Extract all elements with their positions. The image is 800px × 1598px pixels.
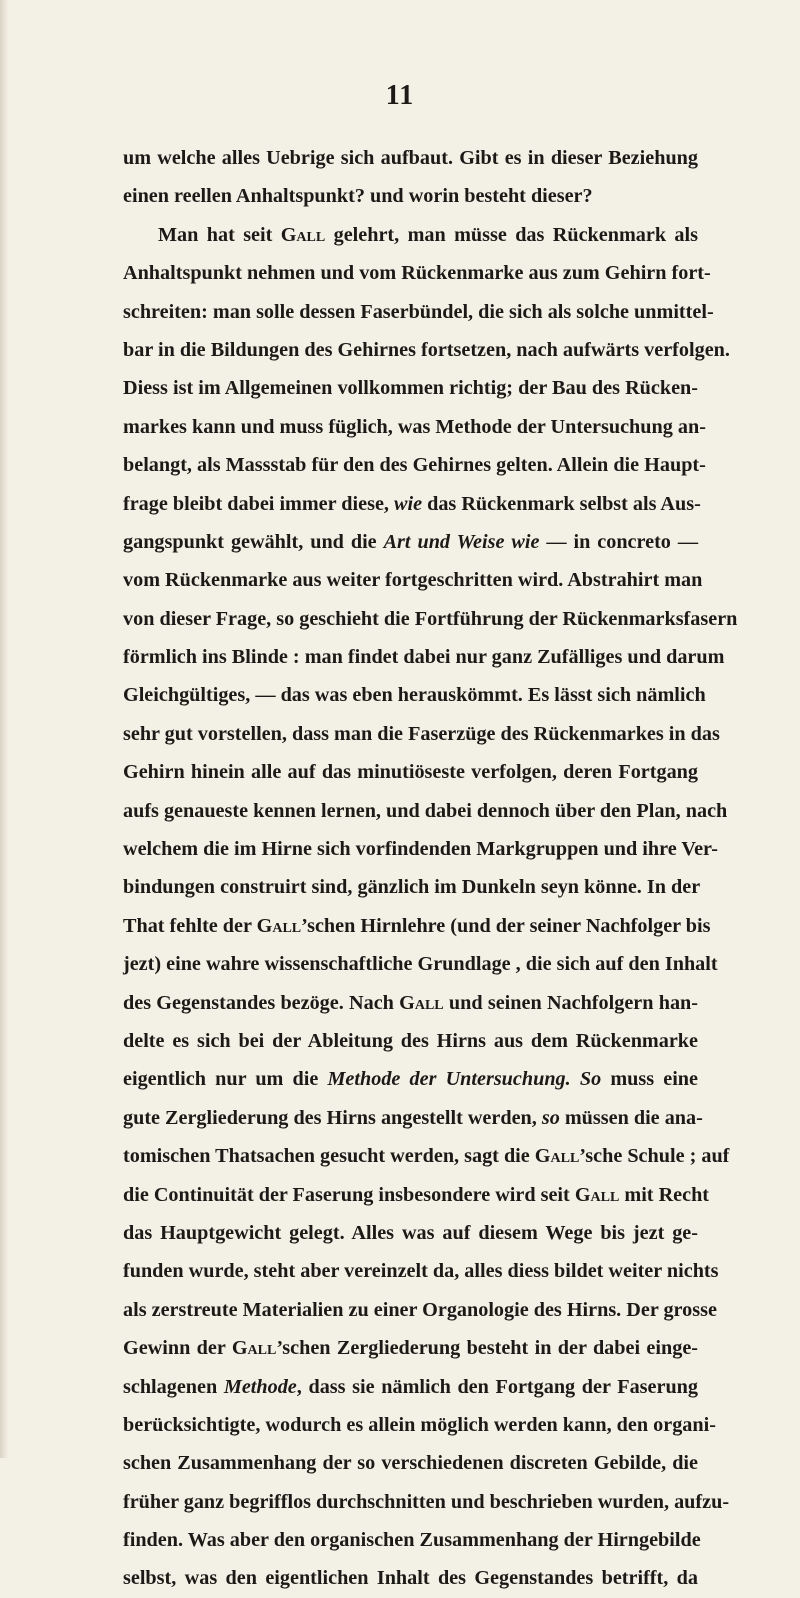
- body-text: [123, 139, 738, 1598]
- author-name: Gall: [574, 1183, 620, 1206]
- text-line: [123, 638, 725, 676]
- text-line: [123, 792, 728, 830]
- text-segment: schen Zusammenhang der so verschiedenen discreten Gebilde, die: [123, 1452, 698, 1475]
- text-line: [123, 1214, 698, 1252]
- text-segment: schlagenen: [123, 1375, 224, 1398]
- text-line: [123, 1406, 716, 1444]
- text-segment: um welche alles Uebrige sich aufbaut. Gibt es in dieser Beziehung: [123, 147, 698, 169]
- text-line: [123, 984, 698, 1022]
- text-line: [123, 1368, 698, 1406]
- author-name: Gall: [280, 223, 326, 246]
- text-segment: einen reellen Anhaltspunkt? und worin besteht dieser?: [123, 185, 593, 208]
- text-segment: tomischen Thatsachen gesucht werden, sagt die: [123, 1145, 535, 1168]
- emphasis-text: wie: [394, 492, 423, 515]
- text-segment: aufs genaueste kennen lernen, und dabei dennoch über den Plan, nach: [123, 799, 728, 822]
- text-segment: Gleichgültiges, — das was eben herauskömmt. Es lässt sich nämlich: [123, 684, 706, 707]
- text-segment: müssen die ana-: [559, 1106, 703, 1129]
- text-line: [123, 676, 706, 714]
- text-segment: die Continuität der Faserung insbesondere wird seit: [123, 1183, 575, 1206]
- text-line: [123, 600, 738, 638]
- text-line: [123, 254, 711, 292]
- text-line: [123, 561, 703, 599]
- text-segment: vom Rückenmarke aus weiter fortgeschritten wird. Abstrahirt man: [123, 569, 703, 592]
- text-segment: muss eine: [601, 1068, 698, 1091]
- text-segment: belangt, als Massstab für den des Gehirnes gelten. Allein die Haupt-: [123, 454, 706, 477]
- text-segment: als zerstreute Materialien zu einer Organologie des Hirns. Der grosse: [123, 1298, 717, 1321]
- text-line: [123, 1329, 698, 1367]
- text-segment: gute Zergliederung des Hirns angestellt werden,: [123, 1106, 542, 1129]
- text-line: [123, 523, 698, 561]
- text-line: [123, 830, 718, 868]
- text-line: [123, 1176, 710, 1214]
- text-line: [123, 1137, 730, 1175]
- text-segment: und seinen Nachfolgern han-: [443, 991, 698, 1014]
- emphasis-text: Art und Weise wie: [383, 530, 540, 553]
- text-line: [123, 1444, 698, 1482]
- text-segment: des Gegenstandes bezöge. Nach: [123, 991, 400, 1014]
- page-number: 11: [385, 80, 415, 111]
- text-segment: ’sche Schule ; auf: [579, 1145, 730, 1168]
- text-segment: sehr gut vorstellen, dass man die Faserzüge des Rückenmarkes in das: [123, 722, 720, 745]
- text-line: [123, 1559, 698, 1597]
- text-segment: förmlich ins Blinde : man findet dabei nur ganz Zufälliges und darum: [123, 646, 725, 669]
- text-segment: Man hat seit: [158, 223, 281, 246]
- text-segment: von dieser Frage, so geschieht die Fortführung der Rückenmarksfasern: [123, 607, 738, 630]
- text-segment: ’schen Hirnlehre (und der seiner Nachfolger bis: [301, 914, 711, 937]
- text-line: [123, 1099, 703, 1137]
- emphasis-text: so: [541, 1106, 560, 1129]
- text-line: [123, 1521, 701, 1559]
- text-line: [123, 1022, 698, 1060]
- text-line: [123, 331, 730, 369]
- text-line: [123, 139, 698, 177]
- text-line: [123, 907, 711, 945]
- text-line: [123, 1060, 698, 1098]
- text-line: [123, 868, 701, 906]
- text-line: [123, 293, 714, 331]
- text-segment: markes kann und muss füglich, was Methode der Untersuchung an-: [123, 415, 706, 438]
- text-segment: schreiten: man solle dessen Faserbündel, die sich als solche unmittel-: [123, 300, 714, 323]
- text-segment: früher ganz begrifflos durchschnitten und beschrieben wurden, aufzu-: [123, 1490, 730, 1513]
- author-name: Gall: [231, 1337, 277, 1360]
- author-name: Gall: [399, 991, 444, 1014]
- text-segment: jezt) eine wahre wissenschaftliche Grundlage , die sich auf den Inhalt: [123, 953, 718, 976]
- text-segment: , dass sie nämlich den Fortgang der Faserung: [296, 1375, 698, 1398]
- text-segment: bindungen construirt sind, gänzlich im Dunkeln seyn könne. In der: [123, 876, 701, 899]
- text-segment: mit Recht: [619, 1183, 710, 1206]
- text-line: [123, 216, 698, 254]
- text-segment: selbst, was den eigentlichen Inhalt des Gegenstandes betrifft, da: [123, 1567, 698, 1590]
- text-segment: das Hauptgewicht gelegt. Alles was auf diesem Wege bis jezt ge-: [123, 1221, 698, 1244]
- text-segment: Gehirn hinein alle auf das minutiöseste verfolgen, deren Fortgang: [123, 761, 698, 784]
- text-segment: That fehlte der: [123, 914, 257, 937]
- page-edge-shadow: [0, 0, 8, 1458]
- text-line: [123, 945, 718, 983]
- text-line: [123, 1483, 730, 1521]
- text-line: [123, 177, 698, 215]
- text-segment: welchem die im Hirne sich vorfindenden Markgruppen und ihre Ver-: [123, 838, 718, 861]
- text-line: [123, 1252, 719, 1290]
- text-line: [123, 715, 720, 753]
- text-segment: ’schen Zergliederung besteht in der dabei einge-: [276, 1337, 698, 1360]
- text-segment: berücksichtigte, wodurch es allein möglich werden kann, den organi-: [123, 1413, 716, 1436]
- text-line: [123, 753, 698, 791]
- text-segment: finden. Was aber den organischen Zusammenhang der Hirngebilde: [123, 1529, 701, 1552]
- text-segment: das Rückenmark selbst als Aus-: [422, 492, 701, 515]
- text-segment: Diess ist im Allgemeinen vollkommen richtig; der Bau des Rücken-: [123, 377, 698, 400]
- text-segment: gelehrt, man müsse das Rückenmark als: [325, 223, 698, 246]
- text-line: [123, 369, 698, 407]
- text-line: [123, 485, 701, 523]
- text-segment: gangspunkt gewählt, und die: [123, 530, 384, 553]
- text-line: [123, 446, 706, 484]
- text-segment: — in concreto —: [539, 530, 699, 553]
- text-line: [123, 1291, 717, 1329]
- emphasis-text: Methode: [223, 1375, 297, 1398]
- author-name: Gall: [534, 1145, 580, 1168]
- text-segment: eigentlich nur um die: [123, 1068, 328, 1091]
- text-segment: funden wurde, steht aber vereinzelt da, alles diess bildet weiter nichts: [123, 1260, 719, 1283]
- text-segment: frage bleibt dabei immer diese,: [123, 492, 394, 515]
- text-segment: Gewinn der: [123, 1337, 232, 1360]
- emphasis-text: Methode der Untersuchung. So: [327, 1068, 602, 1091]
- text-segment: delte es sich bei der Ableitung des Hirns aus dem Rückenmarke: [123, 1029, 698, 1052]
- text-segment: bar in die Bildungen des Gehirnes fortsetzen, nach aufwärts verfolgen.: [123, 338, 730, 361]
- text-line: [123, 408, 706, 446]
- text-segment: Anhaltspunkt nehmen und vom Rückenmarke aus zum Gehirn fort-: [123, 262, 711, 285]
- author-name: Gall: [256, 914, 302, 937]
